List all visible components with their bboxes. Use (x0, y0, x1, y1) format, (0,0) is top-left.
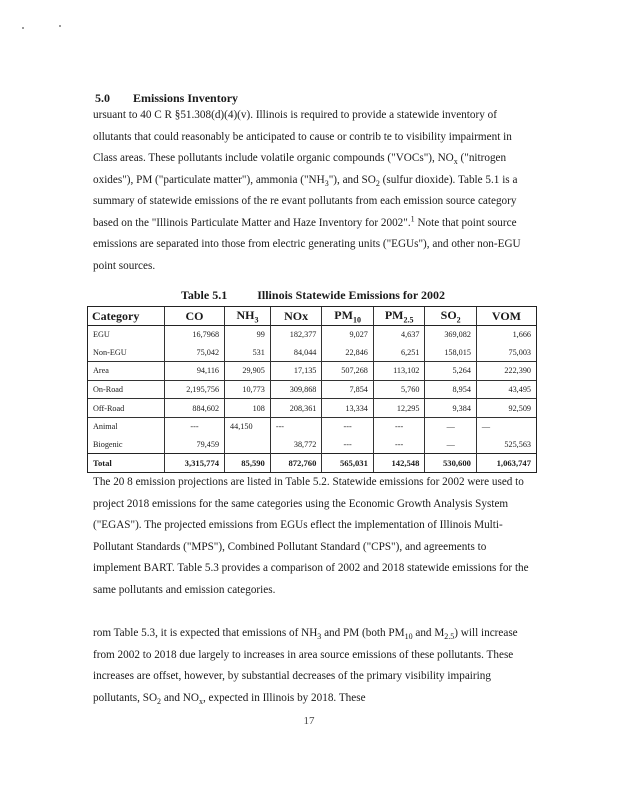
table-number: Table 5.1 (180, 288, 228, 302)
page-number: 17 (303, 715, 315, 727)
table-row: Area 94,116 29,905 17,135 507,268 113,102 5,264 222,390 (88, 362, 537, 381)
scan-speck (59, 25, 61, 27)
table-title: Illinois Statewide Emissions for 2002 (257, 288, 446, 302)
header-pm25: $PM_{2.5}$ (373, 307, 425, 326)
scan-speck (22, 27, 24, 29)
header-co: CO (165, 307, 225, 326)
section-heading (95, 91, 238, 106)
section-title: Emissions Inventory (133, 91, 239, 105)
header-nh3: $NH_3$ (225, 307, 271, 326)
table-row: EGU 16,7968 99 182,377 9,027 4,637 369,082 1,666 (88, 326, 537, 344)
table-row: On-Road 2,195,756 10,773 309,868 7,854 5,760 8,954 43,495 (88, 380, 537, 399)
table-total-row: Total 3,315,774 85,590 872,760 565,031 142,548 530,600 1,063,747 (88, 454, 537, 473)
table-row: Non-EGU 75,042 531 84,044 22,846 6,251 158,015 75,003 (88, 344, 537, 362)
table-caption (93, 288, 533, 303)
emissions-table (87, 306, 537, 473)
header-nox: NOx (270, 307, 322, 326)
table-row: Biogenic 79,459 38,772 --- --- — 525,563 (88, 436, 537, 454)
section-number: 5.0 (95, 91, 110, 105)
intro-paragraph: ursuant to 40 C R §51.308(d)(4)(v). Illinois is required to provide a statewide inventory of ollutants that could reasonably be anticipated to cause or contrib te to visibility impairment in Class areas. These pollutants include volatile organic compounds ("VOCs"), $NO_x$ ("nitrogen oxides"), PM ("particulate matter"), ammonia $("NH_3")$, and $SO_2$ (sulfur dioxide). Table 5.1 is a summary of statewide emissions of the re evant pollutants from each emission source category based on the "Illinois Particulate Matter and Haze Inventory for 2002".$^1$ Note that point source emissions are separated into those from electric generating units ("EGUs"), and other non-EGU point sources. (93, 109, 521, 272)
header-vom: VOM (476, 307, 536, 326)
table-header-row (88, 307, 537, 326)
header-pm10: $PM_{10}$ (322, 307, 374, 326)
comparison-paragraph: rom Table 5.3, it is expected that emissions of $NH_3$ and PM (both $PM_{10}$ and $M_{2.5}$) will increase from 2002 to 2018 due largely to increases in area source emissions of these pollutants. These increases are offset, however, by substantial decreases of the primary visibility impairing pollutants, $SO_2$ and $NO_x$, expected in Illinois by 2018. These (93, 627, 518, 706)
projection-paragraph: The 20 8 emission projections are listed in Table 5.2. Statewide emissions for 2002 were used to project 2018 emissions for the same categories using the Economic Growth Analysis System ("EGAS"). The projected emissions from EGUs eflect the implementation of Illinois Multi-Pollutant Standards ("MPS"), Combined Pollutant Standard ("CPS"), and agreements to implement BART. Table 5.3 provides a comparison of 2002 and 2018 statewide emissions for the same pollutants and emission categories. (93, 476, 529, 596)
header-category: Category (88, 307, 165, 326)
table-row: Off-Road 884,602 108 208,361 13,334 12,295 9,384 92,509 (88, 399, 537, 418)
footnote-ref: 1 (410, 213, 415, 223)
header-so2: $SO_2$ (425, 307, 477, 326)
table-row: Animal --- 44,150 --- --- --- — — (88, 417, 537, 435)
